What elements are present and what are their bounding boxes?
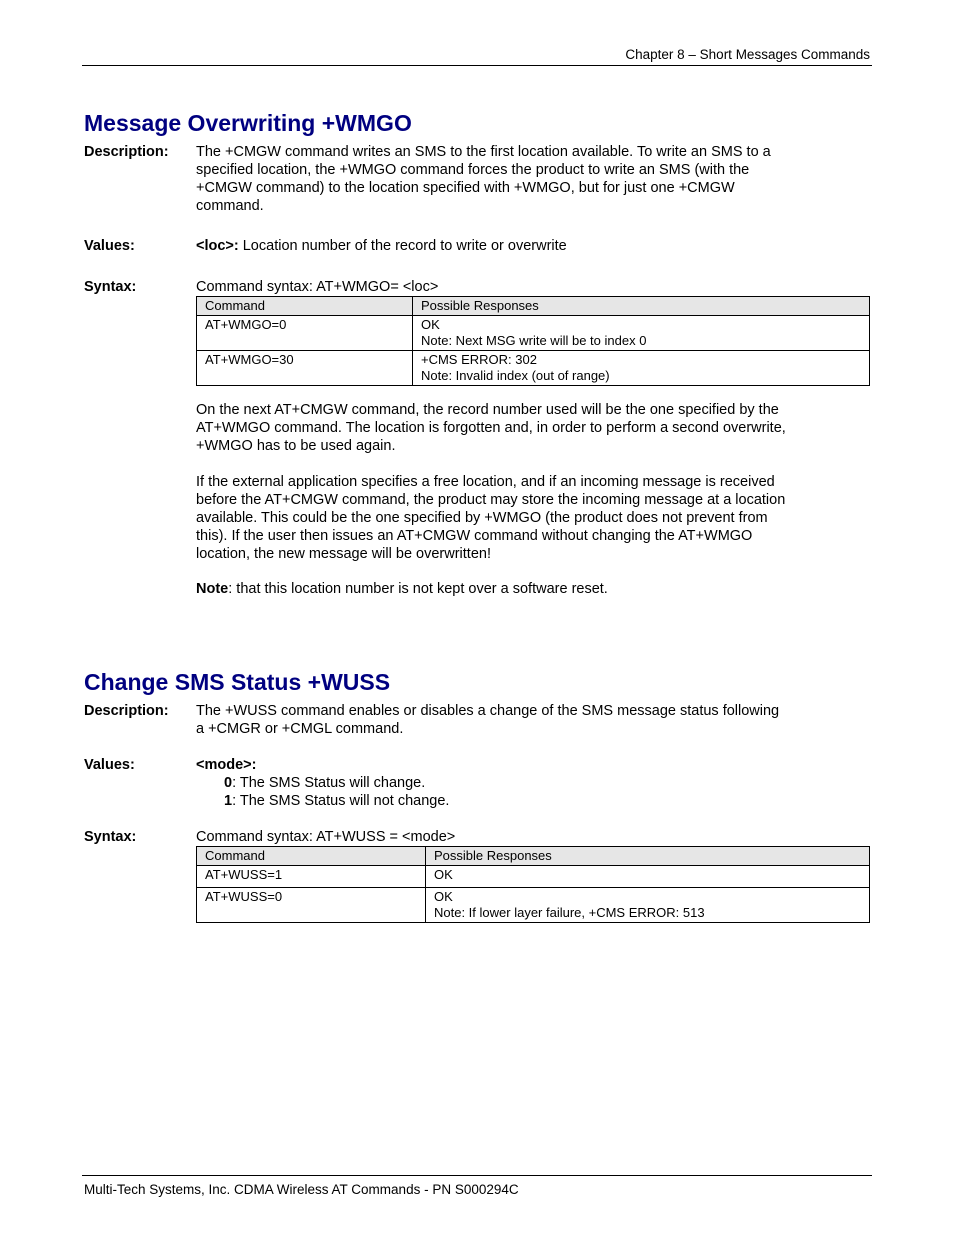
command-cell: AT+WUSS=0: [197, 888, 426, 923]
header-responses: Possible Responses: [413, 297, 870, 316]
header-responses: Possible Responses: [426, 847, 870, 866]
values-label: Values:: [84, 757, 135, 773]
response-cell: +CMS ERROR: 302 Note: Invalid index (out of range): [413, 351, 870, 386]
list-item: 0: The SMS Status will change.: [224, 775, 426, 791]
paragraph-next-cmgw: On the next AT+CMGW command, the record number used will be the one specified by the AT+WMGO command. The location is forgotten and, in order to perform a second overwrite, +WMGO has to be used again.: [196, 402, 786, 454]
table-row: [197, 866, 870, 888]
header-command: Command: [197, 847, 426, 866]
header-rule: [82, 65, 872, 66]
response-cell: OK Note: Next MSG write will be to index 0: [413, 316, 870, 351]
table-row: [197, 351, 870, 386]
description-label: Description:: [84, 144, 169, 160]
table-header-row: [197, 297, 870, 316]
footer-rule: [82, 1175, 872, 1176]
paragraph-external-app: If the external application specifies a free location, and if an incoming message is received before the AT+CMGW command, the product may store the incoming message at a location available. This could be the one specified by +WMGO (the product does not prevent from this). If the user then issues an AT+CMGW command without changing the AT+WMGO location, the new message will be overwritten!: [196, 474, 786, 562]
param-loc: <loc>:: [196, 238, 239, 254]
syntax-text: Command syntax: AT+WUSS = <mode>: [196, 829, 456, 845]
param-mode: <mode>:: [196, 757, 257, 773]
list-item: 1: The SMS Status will not change.: [224, 793, 450, 809]
command-cell: AT+WUSS=1: [197, 866, 426, 888]
table-header-row: [197, 847, 870, 866]
section-title-wuss: Change SMS Status +WUSS: [84, 669, 391, 695]
syntax-label: Syntax:: [84, 829, 137, 845]
command-cell: AT+WMGO=30: [197, 351, 413, 386]
note-paragraph: Note: that this location number is not kept over a software reset.: [196, 581, 608, 597]
section-title-wmgo: Message Overwriting +WMGO: [84, 110, 412, 136]
response-cell: OK: [426, 866, 870, 888]
command-cell: AT+WMGO=0: [197, 316, 413, 351]
header-command: Command: [197, 297, 413, 316]
page-header: Chapter 8 – Short Messages Commands: [625, 47, 870, 62]
description-text: The +WUSS command enables or disables a change of the SMS message status following a +CMGR or +CMGL command.: [196, 703, 780, 737]
syntax-label: Syntax:: [84, 279, 137, 295]
description-text: The +CMGW command writes an SMS to the first location available. To write an SMS to a specified location, the +WMGO command forces the product to write an SMS (with the +CMGW command) to the location specified with +WMGO, but for just one +CMGW command.: [196, 144, 771, 214]
table-row: [197, 888, 870, 923]
wuss-command-table: [196, 846, 870, 923]
values-list: [196, 756, 846, 810]
values-label: Values:: [84, 238, 135, 254]
page-footer: Multi-Tech Systems, Inc. CDMA Wireless AT Commands - PN S000294C: [84, 1182, 519, 1197]
description-label: Description:: [84, 703, 169, 719]
values-text: <loc>: Location number of the record to write or overwrite: [196, 238, 567, 254]
table-row: [197, 316, 870, 351]
wmgo-command-table: [196, 296, 870, 386]
syntax-text: Command syntax: AT+WMGO= <loc>: [196, 279, 439, 295]
response-cell: OK Note: If lower layer failure, +CMS ERROR: 513: [426, 888, 870, 923]
